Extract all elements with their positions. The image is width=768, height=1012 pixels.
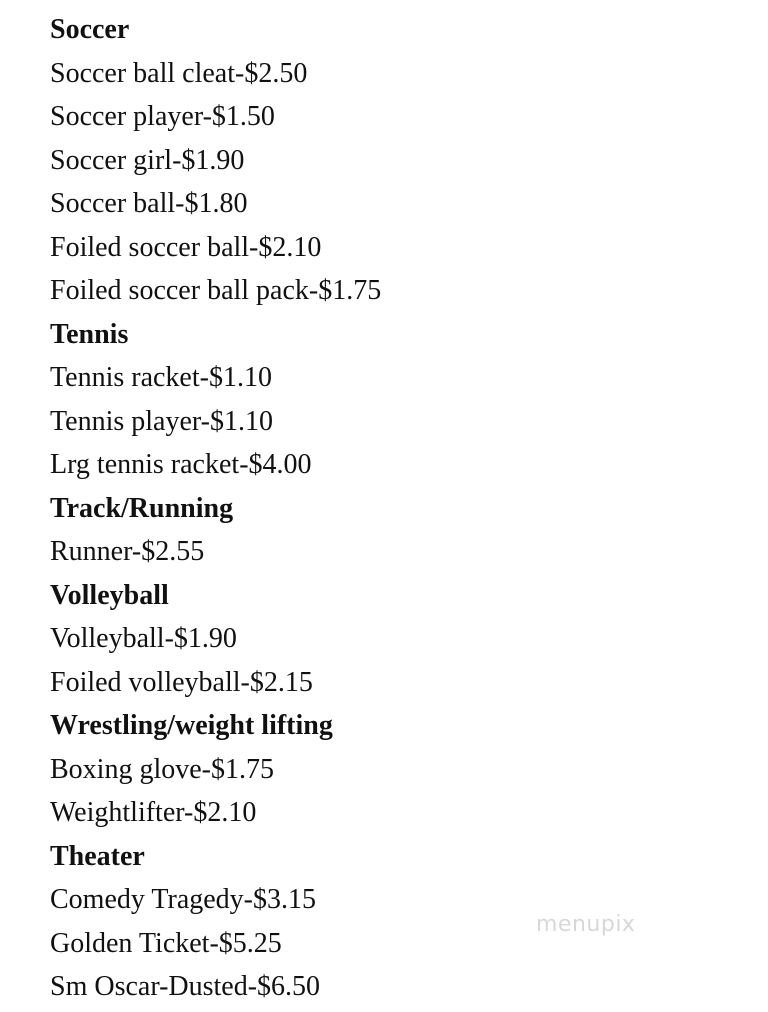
menu-item: Runner-$2.55 [50, 536, 205, 567]
menu-item: Comedy Tragedy-$3.15 [50, 884, 316, 915]
section-track-running [50, 487, 730, 574]
section-tennis [50, 313, 730, 487]
menu-item: Soccer girl-$1.90 [50, 144, 245, 176]
menu-item: Foiled soccer ball pack-$1.75 [50, 275, 382, 306]
menu-item: Boxing glove-$1.75 [50, 753, 274, 785]
section-title: Theater [50, 840, 145, 872]
section-volleyball [50, 574, 730, 705]
section-title: Soccer [50, 14, 130, 45]
section-title: Volleyball [50, 579, 169, 611]
menu-item: Sm Oscar-Dusted-$6.50 [50, 971, 321, 1002]
section-wrestling-weight-lifting [50, 704, 730, 835]
menu-item: Tennis racket-$1.10 [50, 362, 272, 393]
menu-item: Weightlifter-$2.10 [50, 797, 257, 828]
section-title: Tennis [50, 318, 129, 350]
section-title: Wrestling/weight lifting [50, 710, 333, 741]
menu-item: Foiled volleyball-$2.15 [50, 666, 313, 698]
menu-item: Volleyball-$1.90 [50, 623, 237, 654]
section-title: Track/Running [50, 492, 234, 524]
menu-item: Foiled soccer ball-$2.10 [50, 231, 322, 263]
menu-item: Golden Ticket-$5.25 [50, 927, 282, 959]
watermark-logo: menupix [536, 912, 636, 937]
section-soccer [50, 8, 730, 313]
menu-item: Soccer ball cleat-$2.50 [50, 57, 308, 89]
menu-item: Lrg tennis racket-$4.00 [50, 449, 312, 480]
menu-item: Soccer player-$1.50 [50, 101, 275, 132]
menu-item: Soccer ball-$1.80 [50, 188, 248, 219]
menu-list [50, 8, 730, 1009]
menu-item: Tennis player-$1.10 [50, 405, 273, 437]
